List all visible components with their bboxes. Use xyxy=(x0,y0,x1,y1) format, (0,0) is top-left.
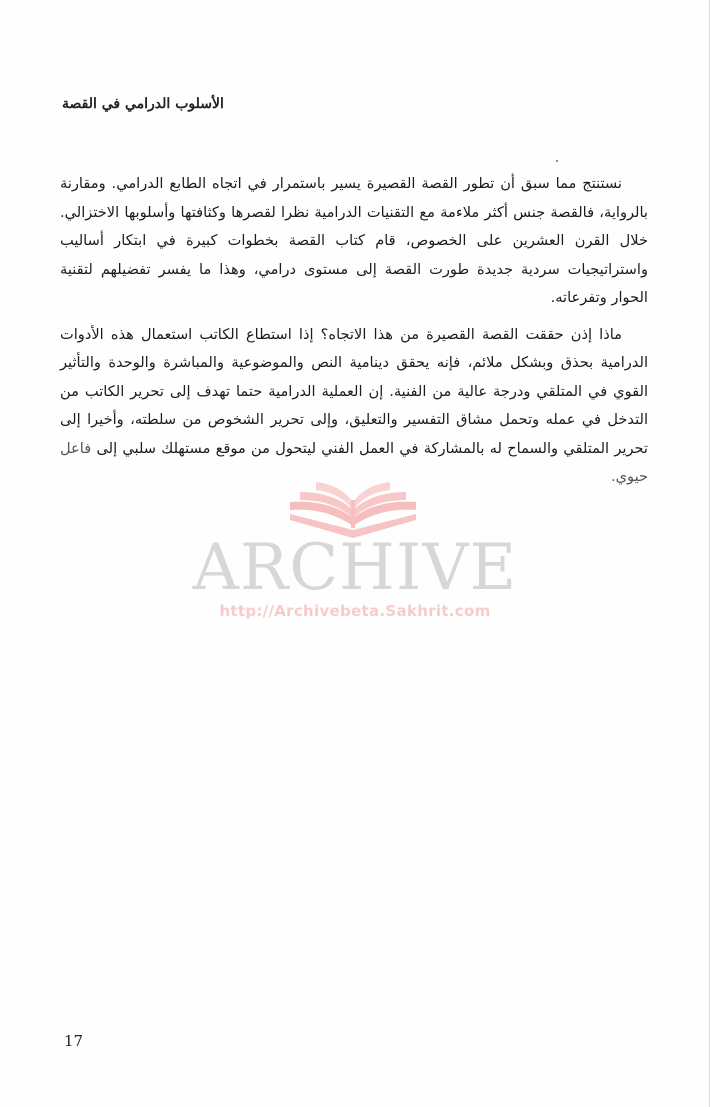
paragraph-2-ending: فاعل حيوي. xyxy=(60,439,648,485)
watermark-url: http://Archivebeta.Sakhrit.com xyxy=(219,602,491,620)
scan-speck xyxy=(556,160,558,162)
page-number: 17 xyxy=(64,1032,84,1050)
paragraph-2-text: ماذا إذن حققت القصة القصيرة من هذا الاتجاه؟ إذا استطاع الكاتب استعمال هذه الأدوات الدرامية بحذق وبشكل ملائم، فإنه يحقق دينامية النص والموضوعية والمباشرة والوحدة والتأثير القوي في المتلقي ودرجة عالية من الفنية. إن العملية الدرامية حتما تهدف إلى تحرير الكاتب من التدخل في عمله وتحمل مشاق التفسير والتعليق، وإلى تحرير الشخوص من سلطته، وأخيرا إلى تحرير المتلقي والسماح له بالمشاركة في العمل الفني ليتحول من موقع مستهلك سلبي إلى xyxy=(60,325,648,457)
body-text xyxy=(60,170,648,500)
watermark-title: ARCHIVE xyxy=(192,531,518,605)
paragraph-1: نستنتج مما سبق أن تطور القصة القصيرة يسير باستمرار في اتجاه الطابع الدرامي. ومقارنة بالرواية، فالقصة جنس أكثر ملاءمة مع التقنيات الدرامية نظرا لقصرها وكثافتها وأسلوبها الاختزالي. خلال القرن العشرين على الخصوص، قام كتاب القصة بخطوات كبيرة في ابتكار أساليب واستراتيجيات سردية جديدة طورت القصة إلى مستوى درامي، وهذا ما يفسر تفضيلهم لتقنية الحوار وتفرعاته. xyxy=(60,175,648,306)
running-header: الأسلوب الدرامي في القصة xyxy=(62,96,224,112)
paragraph-2 xyxy=(60,321,648,492)
